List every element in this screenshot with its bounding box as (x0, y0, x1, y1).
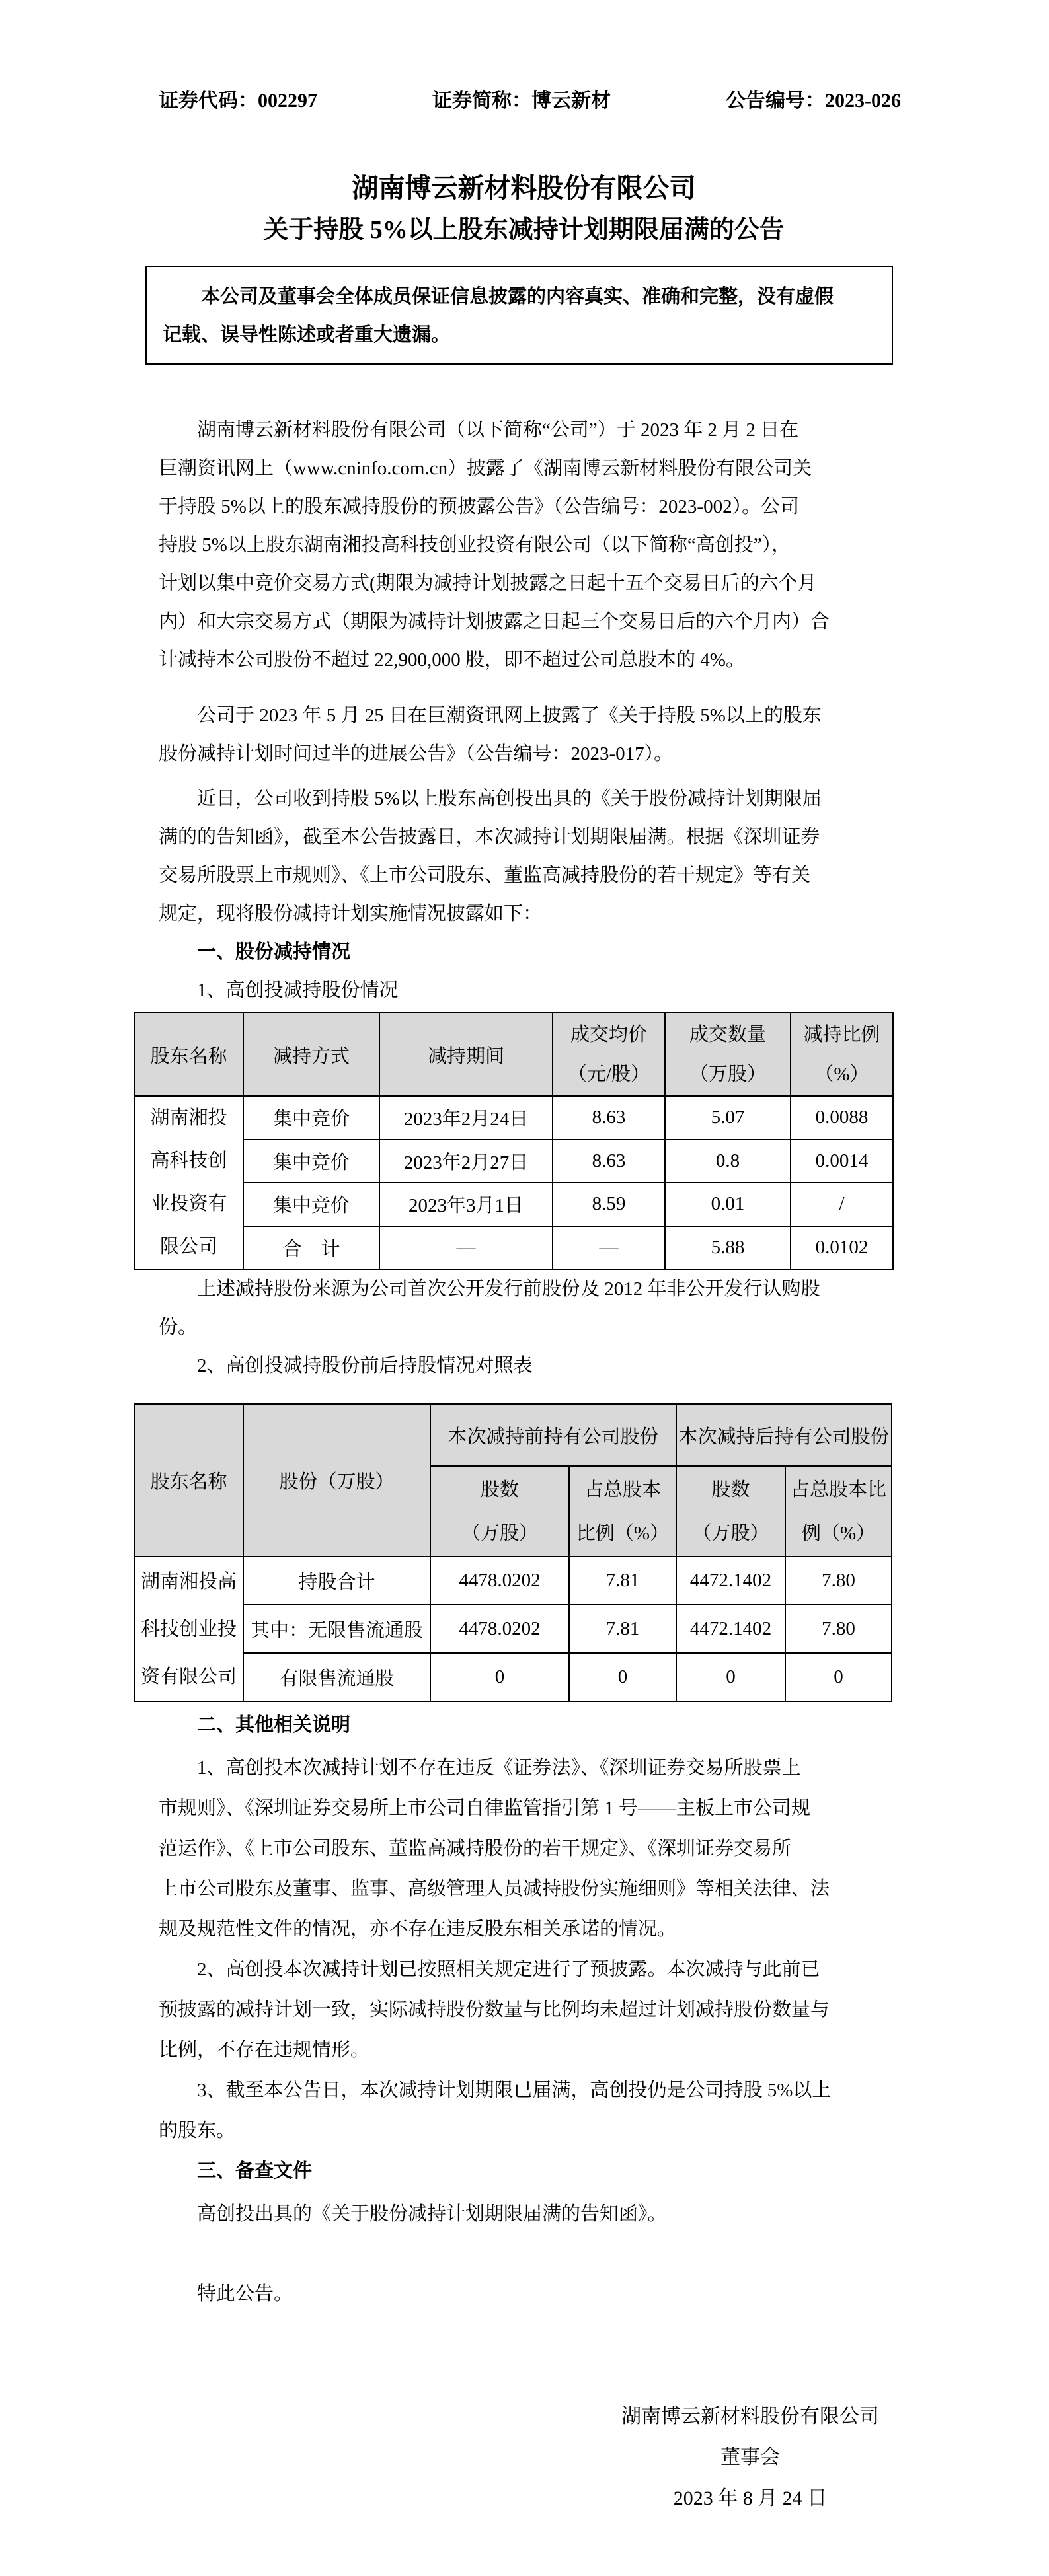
table-row (134, 1557, 892, 1605)
table-header-row (134, 1013, 893, 1096)
header-line: （元/股） (567, 1064, 650, 1085)
cell-method: 合 计 (243, 1226, 379, 1270)
body-line: 计划以集中竞价交易方式(期限为减持计划披露之日起十五个交易日后的六个月 (159, 573, 817, 594)
table-header-row (134, 1404, 892, 1466)
cell-ratio: 0.0014 (791, 1140, 893, 1183)
header-line: 例（%） (801, 1522, 876, 1544)
header-line: 占总股本比 (791, 1479, 887, 1500)
signature-date: 2023 年 8 月 24 日 (673, 2487, 828, 2509)
body-line: 持股 5%以上股东湖南湘投高科技创业投资有限公司（以下简称“高创投”）， (159, 534, 791, 556)
body-line: 预披露的减持计划一致，实际减持股份数量与比例均未超过计划减持股份数量与 (159, 1999, 830, 2020)
signature-company: 湖南博云新材料股份有限公司 (621, 2406, 879, 2427)
header-line: 股数 (480, 1479, 519, 1500)
header-cell-before-ratio (569, 1466, 676, 1557)
header-line: （万股） (689, 1064, 766, 1085)
cell-price: 8.59 (553, 1183, 665, 1226)
notice-line: 记载、误导性陈述或者重大遗漏。 (163, 324, 451, 346)
cell-qty: 5.88 (665, 1226, 791, 1270)
header-cell-method: 减持方式 (243, 1013, 379, 1096)
header-cell-ratio (791, 1013, 893, 1096)
table-row (134, 1183, 893, 1226)
table-row (134, 1140, 893, 1183)
body-line: 股份减持计划时间过半的进展公告》（公告编号：2023-017）。 (159, 743, 674, 764)
cell-method: 集中竞价 (243, 1140, 379, 1183)
cell-before-qty: 4478.0202 (430, 1605, 569, 1653)
cell-ratio: 0.0102 (791, 1226, 893, 1270)
company-name-title: 湖南博云新材料股份有限公司 (352, 173, 696, 203)
paragraph-compliance-2 (159, 1950, 889, 2071)
table-row (134, 1653, 892, 1701)
cell-ratio: 0.0088 (791, 1096, 893, 1140)
header-cell-period: 减持期间 (379, 1013, 553, 1096)
cell-price: 8.63 (553, 1140, 665, 1183)
cell-method: 集中竞价 (243, 1096, 379, 1140)
table-row (134, 1605, 892, 1653)
body-line: 规及规范性文件的情况，亦不存在违反股东相关承诺的情况。 (159, 1919, 677, 1940)
header-cell-volume (665, 1013, 791, 1096)
cell-before-ratio: 0 (569, 1653, 676, 1701)
table-total-row (134, 1226, 893, 1270)
body-line: 上述减持股份来源为公司首次公开发行前股份及 2012 年非公开发行认购股 (197, 1278, 820, 1300)
body-line: 份。 (159, 1317, 198, 1338)
header-cell-after: 本次减持后持有公司股份 (676, 1404, 892, 1466)
announcement-number: 公告编号：2023-026 (726, 90, 901, 112)
body-line: 规定，现将股份减持计划实施情况披露如下： (159, 903, 543, 924)
doc-header (159, 89, 901, 114)
body-line: 比例，不存在违规情形。 (159, 2040, 370, 2061)
body-line: 巨潮资讯网上（www.cninfo.com.cn）披露了《湖南博云新材料股份有限公司关 (159, 458, 812, 479)
cell-ratio: / (791, 1183, 893, 1226)
body-line: 2、高创投本次减持计划已按照相关规定进行了预披露。本次减持与此前已 (197, 1959, 820, 1980)
body-line: 满的的告知函》，截至本公告披露日，本次减持计划期限届满。根据《深圳证券 (159, 827, 820, 848)
cell-period: 2023年2月27日 (379, 1140, 553, 1183)
cell-qty: 0.8 (665, 1140, 791, 1183)
cell-price: 8.63 (553, 1096, 665, 1140)
cell-label: 持股合计 (243, 1557, 430, 1605)
cell-before-ratio: 7.81 (569, 1605, 676, 1653)
share-reduction-table (134, 1012, 894, 1270)
body-line: 计减持本公司股份不超过 22,900,000 股，即不超过公司总股本的 4%。 (159, 649, 745, 671)
cell-after-ratio: 7.80 (785, 1557, 892, 1605)
header-cell-after-ratio (785, 1466, 892, 1557)
cell-price: — (553, 1226, 665, 1270)
header-line: 减持比例 (803, 1024, 880, 1045)
shareholder-name: 湖南湘投高科技创业投资有限公司 (140, 1570, 237, 1687)
cell-label: 其中：无限售流通股 (243, 1605, 430, 1653)
notice-box (145, 266, 893, 365)
header-line: 比例（%） (576, 1522, 670, 1544)
holdings-comparison-table (134, 1403, 892, 1702)
paragraph-share-source (159, 1270, 889, 1385)
cell-after-ratio: 7.80 (785, 1605, 892, 1653)
body-line: 湖南博云新材料股份有限公司（以下简称“公司”）于 2023 年 2 月 2 日在 (197, 420, 799, 441)
header-line: （万股） (692, 1522, 769, 1544)
header-cell-before: 本次减持前持有公司股份 (430, 1404, 676, 1466)
cell-before-ratio: 7.81 (569, 1557, 676, 1605)
header-line: （万股） (461, 1522, 538, 1544)
paragraph-progress-announcement (159, 696, 889, 773)
cell-shareholder-name (134, 1096, 243, 1269)
header-cell-before-qty (430, 1466, 569, 1557)
cell-before-qty: 4478.0202 (430, 1557, 569, 1605)
paragraph-compliance-3 (159, 2071, 889, 2151)
signature-board: 董事会 (720, 2447, 780, 2468)
body-line: 3、截至本公告日，本次减持计划期限已届满，高创投仍是公司持股 5%以上 (197, 2080, 832, 2101)
header-line: 占总股本 (584, 1479, 662, 1500)
stock-abbr: 证券简称：博云新材 (432, 90, 611, 112)
section-heading-3: 三、备查文件 (197, 2160, 313, 2182)
paragraph-compliance-1 (159, 1748, 889, 1950)
body-line: 内）和大宗交易方式（期限为减持计划披露之日起三个交易日后的六个月内）合 (159, 611, 830, 632)
paragraph-expiry-notice (159, 780, 889, 933)
body-line: 1、高创投本次减持计划不存在违反《证券法》、《深圳证券交易所股票上 (197, 1757, 801, 1779)
header-cell-after-qty (676, 1466, 785, 1557)
paragraph-reference-document: 高创投出具的《关于股份减持计划期限届满的告知函》。 (197, 2203, 667, 2225)
paragraph-closing: 特此公告。 (197, 2283, 293, 2304)
cell-shareholder-name (134, 1557, 243, 1701)
header-cell-shareholder: 股东名称 (134, 1013, 243, 1096)
cell-period: 2023年3月1日 (379, 1183, 553, 1226)
body-line: 于持股 5%以上的股东减持股份的预披露公告》（公告编号：2023-002）。公司 (159, 496, 800, 517)
header-cell-avg-price (553, 1013, 665, 1096)
cell-period: 2023年2月24日 (379, 1096, 553, 1140)
section-heading-2: 二、其他相关说明 (197, 1714, 351, 1736)
header-line: 股数 (711, 1479, 750, 1500)
header-cell-shares: 股份（万股） (243, 1404, 430, 1557)
body-line: 近日，公司收到持股 5%以上股东高创投出具的《关于股份减持计划期限届 (197, 788, 822, 809)
cell-after-qty: 0 (676, 1653, 785, 1701)
header-line: 成交数量 (689, 1024, 766, 1045)
paragraph-disclosure-plan (159, 411, 889, 679)
body-line: 上市公司股东及董事、监事、高级管理人员减持股份实施细则》等相关法律、法 (159, 1878, 830, 1899)
cell-qty: 5.07 (665, 1096, 791, 1140)
cell-after-qty: 4472.1402 (676, 1557, 785, 1605)
shareholder-name: 湖南湘投高科技创业投资有限公司 (150, 1107, 227, 1257)
header-line: 成交均价 (570, 1024, 647, 1045)
header-cell-shareholder: 股东名称 (134, 1404, 243, 1557)
cell-label: 有限售流通股 (243, 1653, 430, 1701)
cell-method: 集中竞价 (243, 1183, 379, 1226)
section-heading-1: 一、股份减持情况 (197, 941, 351, 963)
header-line: （%） (814, 1064, 869, 1085)
cell-after-ratio: 0 (785, 1653, 892, 1701)
body-line: 的股东。 (159, 2120, 236, 2141)
cell-period: — (379, 1226, 553, 1270)
body-line: 范运作》、《上市公司股东、董监高减持股份的若干规定》、《深圳证券交易所 (159, 1838, 792, 1859)
table-row (134, 1096, 893, 1140)
body-line: 市规则》、《深圳证券交易所上市公司自律监管指引第 1 号——主板上市公司规 (159, 1798, 811, 1819)
stock-code: 证券代码：002297 (159, 90, 317, 112)
notice-line: 本公司及董事会全体成员保证信息披露的内容真实、准确和完整，没有虚假 (201, 286, 834, 307)
body-line: 交易所股票上市规则》、《上市公司股东、董监高减持股份的若干规定》等有关 (159, 865, 811, 886)
cell-before-qty: 0 (430, 1653, 569, 1701)
cell-qty: 0.01 (665, 1183, 791, 1226)
announcement-title: 关于持股 5%以上股东减持计划期限届满的公告 (263, 216, 785, 244)
subsection-heading-1: 1、高创投减持股份情况 (197, 980, 399, 1001)
cell-after-qty: 4472.1402 (676, 1605, 785, 1653)
signature-block (611, 2396, 889, 2519)
subsection-heading-2: 2、高创投减持股份前后持股情况对照表 (197, 1355, 533, 1376)
body-line: 公司于 2023 年 5 月 25 日在巨潮资讯网上披露了《关于持股 5%以上的股东 (197, 705, 822, 726)
